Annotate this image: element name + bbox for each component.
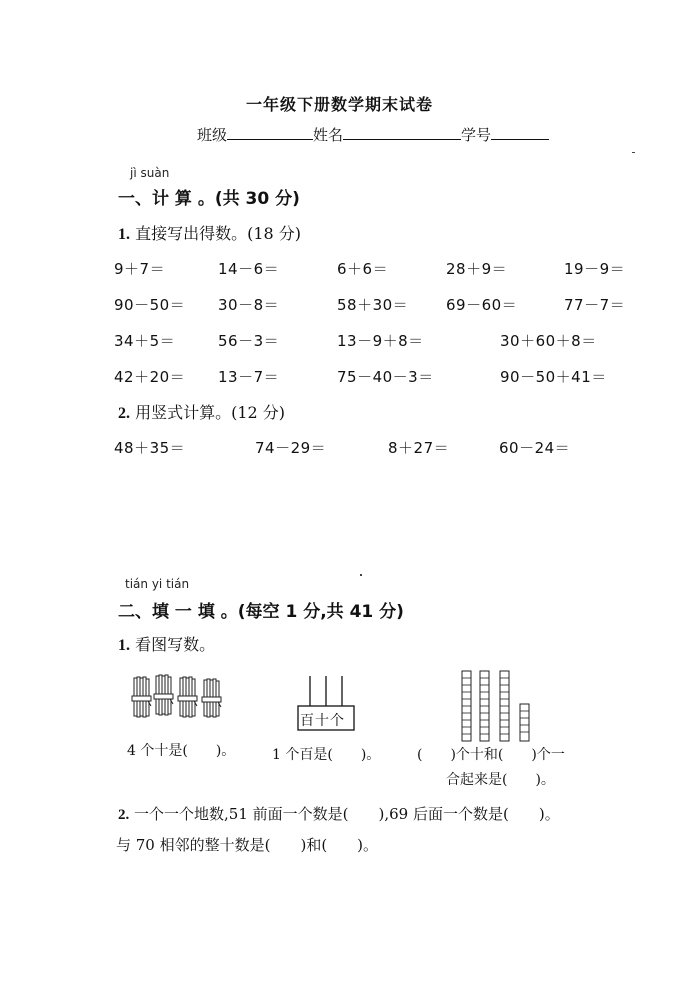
- calc-item: 75－40－3＝: [337, 368, 434, 386]
- base-ten-blocks-icon: [458, 668, 538, 744]
- fill-blank-counting[interactable]: 一个一个地数,51 前面一个数是( ),69 后面一个数是( )。: [134, 805, 560, 823]
- section1-pinyin: jì suàn: [130, 166, 170, 180]
- vertical-calc-item: 8＋27＝: [388, 439, 450, 457]
- student-info-line: [197, 124, 549, 145]
- question-2-1: [118, 632, 215, 655]
- vertical-calc-item: 60－24＝: [499, 439, 571, 457]
- calc-item: 13－7＝: [218, 368, 280, 386]
- section2-heading: 二、填 一 填 。(每空 1 分,共 41 分): [118, 602, 404, 622]
- question-text: 看图写数。: [135, 635, 216, 654]
- calc-item: 14－6＝: [218, 260, 280, 278]
- calc-item: 19－9＝: [564, 260, 626, 278]
- exam-title: 一年级下册数学期末试卷: [246, 95, 434, 114]
- question-text: 用竖式计算。(12 分): [135, 403, 286, 422]
- calc-item: 77－7＝: [564, 296, 626, 314]
- name-blank[interactable]: [343, 125, 461, 140]
- stick-bundle: [178, 677, 197, 717]
- class-label: 班级: [197, 126, 228, 144]
- fill-blank-sticks[interactable]: 4 个十是( )。: [127, 743, 236, 759]
- calc-item: 28＋9＝: [446, 260, 508, 278]
- question-number: 1.: [118, 637, 130, 654]
- stick-bundle: [154, 675, 173, 715]
- stray-mark: [632, 152, 635, 153]
- calc-item: 90－50＋41＝: [500, 368, 607, 386]
- student-id-blank[interactable]: [491, 125, 549, 140]
- stick-bundle: [132, 677, 151, 717]
- question-number: 2.: [118, 405, 130, 422]
- fill-blank-blocks-1[interactable]: ( )个十和( )个一: [417, 747, 565, 763]
- fill-blank-blocks-2[interactable]: 合起来是( )。: [446, 772, 555, 788]
- section2-pinyin: tián yi tián: [125, 577, 190, 591]
- calc-item: 56－3＝: [218, 332, 280, 350]
- calc-item: 13－9＋8＝: [337, 332, 424, 350]
- calc-item: 58＋30＝: [337, 296, 409, 314]
- calc-item: 42＋20＝: [114, 368, 186, 386]
- section1-heading: 一、计 算 。(共 30 分): [118, 189, 300, 209]
- calc-item: 69－60＝: [446, 296, 518, 314]
- question-text: 直接写出得数。(18 分): [135, 224, 302, 243]
- student-id-label: 学号: [461, 126, 492, 144]
- stray-mark: [360, 574, 362, 576]
- counting-frame-label: 百十个: [300, 713, 345, 729]
- question-1-1: [118, 221, 301, 244]
- calc-item: 90－50＝: [114, 296, 186, 314]
- stick-bundles-icon: [130, 674, 226, 722]
- fill-blank-adjacent-tens[interactable]: 与 70 相邻的整十数是( )和( )。: [116, 836, 379, 854]
- vertical-calc-item: 74－29＝: [255, 439, 327, 457]
- calc-item: 6＋6＝: [337, 260, 389, 278]
- fill-blank-abacus[interactable]: 1 个百是( )。: [272, 747, 381, 763]
- question-number: 1.: [118, 226, 130, 243]
- class-blank[interactable]: [227, 125, 313, 140]
- question-1-2: [118, 400, 285, 423]
- name-label: 姓名: [313, 126, 344, 144]
- stick-bundle: [202, 679, 221, 717]
- calc-item: 9＋7＝: [114, 260, 166, 278]
- question-2-2-line-1: [118, 803, 560, 824]
- calc-item: 30＋60＋8＝: [500, 332, 597, 350]
- vertical-calc-item: 48＋35＝: [114, 439, 186, 457]
- calc-item: 30－8＝: [218, 296, 280, 314]
- calc-item: 34＋5＝: [114, 332, 176, 350]
- question-number: 2.: [118, 807, 130, 823]
